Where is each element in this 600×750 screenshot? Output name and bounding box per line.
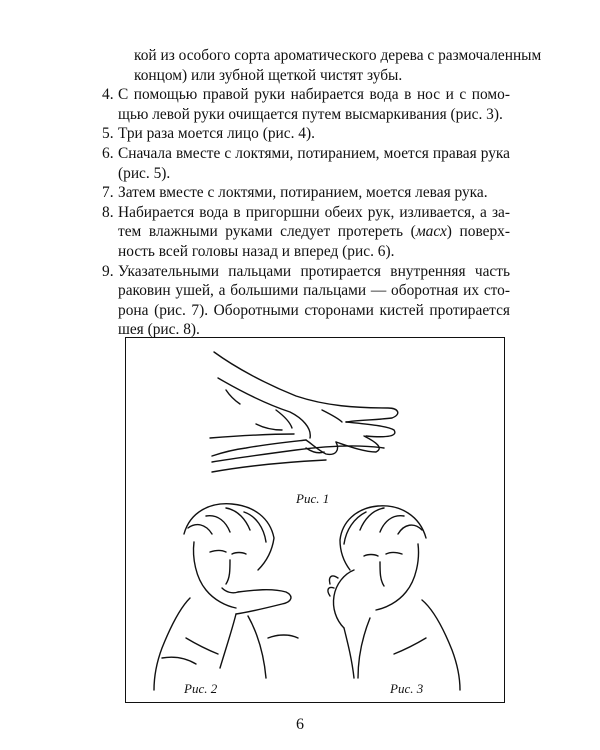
page-number: 6 [296, 716, 304, 733]
item-line: С помощью правой руки набирается вода в нос и с помо- [118, 86, 510, 104]
fig2-caption: Рис. 2 [184, 681, 218, 696]
fig3-caption: Рис. 3 [390, 681, 424, 696]
item-number: 5. [102, 125, 114, 143]
item-line: Указательными пальцами протирается внутренняя часть [118, 262, 510, 280]
intro-line-2: концом) или зубной щеткой чистят зубы. [134, 66, 403, 84]
item-line: Набирается вода в пригоршни обеих рук, изливается, а за- [118, 203, 510, 221]
item-line: щью левой руки очищается путем высмаркивания (рис. 3). [118, 105, 503, 123]
list-item-6 [102, 144, 510, 183]
list-item-7 [102, 183, 510, 203]
item-line: Три раза моется лицо (рис. 4). [118, 125, 315, 143]
item-number: 7. [102, 184, 114, 202]
list-item-8 [102, 203, 510, 262]
item-line: раковин ушей, а большими пальцами — оборотная их сто- [118, 282, 510, 300]
item-number: 8. [102, 203, 114, 221]
item-line: шея (рис. 8). [118, 321, 200, 339]
item-line: (рис. 5). [118, 164, 171, 182]
item-line: Затем вместе с локтями, потиранием, моется левая рука. [118, 184, 488, 202]
item-line: ность всей головы назад и вперед (рис. 6). [118, 242, 395, 260]
illustration-frame [125, 337, 505, 703]
fig1-hands-drawing [210, 352, 398, 472]
item-number: 4. [102, 86, 114, 104]
item-number: 9. [102, 262, 114, 280]
list-item-9 [102, 262, 510, 340]
fig1-caption: Рис. 1 [296, 491, 330, 506]
illustrations [126, 338, 503, 701]
intro-line-1: кой из особого сорта ароматического дерева с размочаленным [134, 47, 542, 64]
item-number: 6. [102, 144, 114, 162]
body-text [102, 46, 542, 340]
item-line: тем влажными руками следует протереть (масх) поверх- [118, 223, 510, 241]
fig3-boy-drawing [328, 506, 460, 690]
item-line: Сначала вместе с локтями, потиранием, моется правая рука [118, 144, 510, 162]
list-item-5 [102, 124, 510, 144]
fig2-boy-drawing [154, 504, 298, 690]
item-line: рона (рис. 7). Оборотными сторонами кистей протирается [118, 301, 510, 319]
list-item-4 [102, 85, 510, 124]
